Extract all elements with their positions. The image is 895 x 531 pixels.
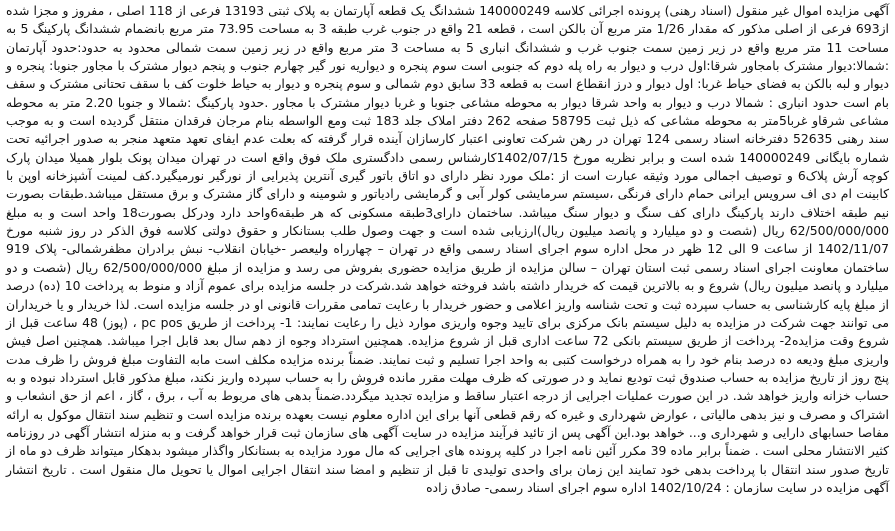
auction-notice-text: آگهی مزایده اموال غیر منقول (اسناد رهنی) پرونده اجرائی کلاسه 140000249 ششدانگ یک قطعه آپارتمان به پلاک ثبتی 13193 فرعی از 118 اصلی ، مفروز و مجزا شده از693 فرعی از اصلی مذکور که مقدار 1/26 متر مربع آن بالکن است ، قطعه 21 واقع در جنوب غرب طبقه 3 به مساحت 73.95 متر مربع بانضمام ششدانگ پارکینگ 5 به مساحت 11 متر مربع واقع در زیر زمین سمت جنوب غرب و ششدانگ انباری 5 به مساحت 3 متر مربع واقع در زیر زمین سمت شمالی محدود به حدود:حدود آپارتمان :شمالا:دیوار مشترک بامجاور شرقا:اول درب و دیوار به راه پله دوم که جنوبی است سوم پنجره و دیواریه نور گیر چهارم جنوب و پنجم دیوار مشترک با مجاور جنوبا: پنجره و دیوار و لبه بالکن به فضای حیاط غربا: اول دیوار و درز انقطاع است به قطعه 33 سابق دوم شمالی و سوم پنجره و دیوار به حیاط خلوت کف با سقف تحتانی مشترک و سقف بام است حدود انباری : شمالا درب و دیوار به واحد شرقا دیوار به محوطه مشاعی جنوبا و غربا دیوار مشترک با مجاور .حدود پارکینگ :شمالا و جنوبا 2.20 متر به محوطه مشاعی شرقاو غربا5متر به محوطه مشاعی که ذیل ثبت 58795 صفحه 262 دفتر املاک جلد 183 ثبت ومع الواسطه بنام مرجان فرقدان منتقل گردیده است و به موجب سند رهنی 52635 دفترخانه اسناد رسمی 124 تهران در رهن شرکت تعاونی اعتبار کارسازان آینده قرار گرفته که بعلت عدم ایفای تعهد متعهد منجر به صدور اجرائیه تحت شماره بایگانی 140000249 شده است و برابر نظریه مورخ 1402/07/15کارشناس رسمی دادگستری ملک فوق واقع است در تهران میدان پونک بلوار همیلا میدان پارک کوچه آرش پلاک6 و توصیف اجمالی مورد وثیقه عبارت است از :ملک مورد نظر دارای دو اتاق باتور گیری آنترین پذیرایی از نورگیر نورمیگیرد.کف لمینت آشپزخانه اوپن با کابینت ام دی اف سرویس ایرانی حمام دارای فرنگی ،سیستم سرمایشی کولر آبی و گرمایشی رادیاتور و شومینه و دارای گاز مشترک و برق مستقل میباشد.طبقات بصورت نیم طبقه اختلاف دارند پارکینگ دارای کف سنگ و دیوار سنگ میباشد. ساختمان دارای3طبقه مسکونی که هر طبقه6واحد دارد ودرکل بصورت18 واحد است و به مبلغ 62/500/000/000 ریال (شصت و دو میلیارد و پانصد میلیون ریال)ارزیابی شده است و جهت وصول طلب بستانکار و حقوق دولتی کلاسه فوق الذکر در روز شنبه مورخ 1402/11/07 از ساعت 9 الی 12 ظهر در محل اداره سوم اجرای اسناد رسمی واقع در تهران – چهارراه ولیعصر -خیابان انقلاب- نبش برادران مظفرشمالی- پلاک 919 ساختمان معاونت اجرای اسناد رسمی ثبت استان تهران – سالن مزایده از طریق مزایده حضوری بفروش می رسد و مزایده از مبلغ 62/500/000/000 ریال (شصت و دو میلیارد و پانصد میلیون ریال) شروع و به بالاترین قیمت که خریدار داشته باشد فروخته خواهد شد.شرکت در جلسه مزایده برای عموم آزاد و منوط به پرداخت 10 (ده) درصد از مبلغ پایه کارشناسی به حساب سپرده ثبت و تحت شناسه واریز اعلامی و حضور خریدار با رعایت تمامی مقررات قانونی او در جلسه مزایده است. لذا خریدار و یا خریداران می توانند جهت شرکت در مزایده به دلیل سیستم بانک مرکزی برای تایید وجوه واریزی موارد ذیل را رعایت نمایند: 1- پرداخت از طریق pc pos ، (پوز) 48 ساعت قبل از شروع وقت مزایده2- پرداخت از طریق سیستم بانکی 72 ساعت اداری قبل از شروع مزایده. همچنین استرداد وجوه از دهم سال بعد قابل اجرا میباشد. همچنین اصل فیش واریزی مبلغ ودیعه ده درصد بنام خود را به همراه درخواست کتبی به واحد اجرا تسلیم و ثبت نمایند. ضمناً برنده مزایده مکلف است مابه التفاوت مبلغ فروش را ظرف مدت پنج روز از تاریخ مزایده به حساب صندوق ثبت تودیع نماید و در صورتی که ظرف مهلت مقرر مانده فروش را به حساب سپرده واریز نکند، مبلغ مذکور قابل استرداد نبوده و به حساب خزانه واریز خواهد شد. در این صورت عملیات اجرایی از درجه اعتبار ساقط و مزایده تجدید میگردد.ضمناً بدهی های مربوط به آب ، برق ، گاز ، اعم از حق انشعاب و اشتراک و مصرف و نیز بدهی مالیاتی ، عوارض شهرداری و غیره که رقم قطعی آنها برای این اداره معلوم نیست بعهده برنده مزایده است و تنظیم سند انتقال موکول به ارائه مفاصا حسابهای دارایی و شهرداری و... خواهد بود.این آگهی پس از تائید فرآیند مزایده در سایت آگهی های سازمان ثبت قرار خواهد گرفت و به منزله انتشار آگهی در روزنامه کثیر الانتشار محلی است . ضمناً برابر ماده 39 مکرر آئین نامه اجرا در کلیه پرونده های اجرایی که مال مورد مزایده به بستانکار واگذار میشود بدهکار میتواند ظرف دو ماه از تاریخ صدور سند انتقال با پرداخت بدهی خود تمایند این زمان برای واحدی تولیدی تا قبل از تنظیم و امضا سند انتقال اجرایی اموال یا تحویل مال منقول است . تاریخ انتشار آگهی مزایده در سایت سازمان : 1402/10/24 اداره سوم اجرای اسناد رسمی- صادق زاده: [6, 3, 890, 495]
